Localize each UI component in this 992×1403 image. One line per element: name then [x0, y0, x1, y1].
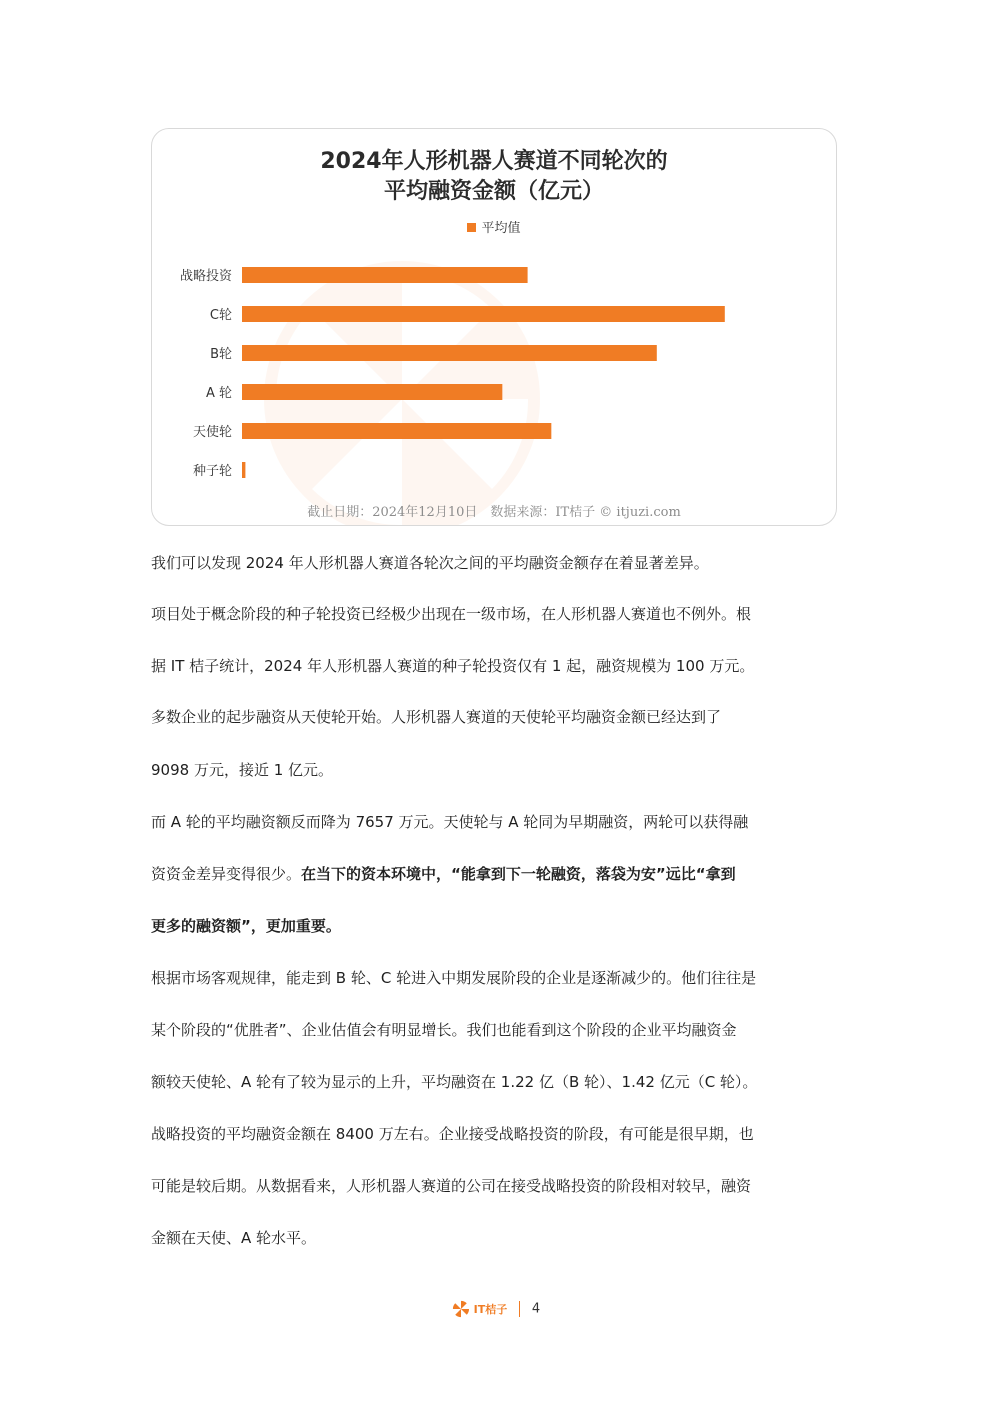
category-label: 天使轮: [192, 425, 232, 440]
bold-emphasis: 更多的融资额”，更加重要。: [151, 917, 341, 935]
bar: [242, 306, 725, 322]
category-label: C轮: [209, 308, 232, 323]
chart-title-line1: 2024年人形机器人赛道不同轮次的: [320, 149, 668, 174]
page-number: 4: [531, 1301, 541, 1317]
paragraph-line: 项目处于概念阶段的种子轮投资已经极少出现在一级市场，在人形机器人赛道也不例外。根: [151, 605, 752, 623]
chart-card: [151, 128, 837, 526]
bar-chart: [152, 249, 837, 489]
category-label: 战略投资: [179, 269, 232, 284]
bar: [242, 423, 551, 439]
chart-title-line2: 平均融资金额（亿元）: [383, 179, 604, 204]
legend-swatch: [467, 223, 476, 232]
footer-brand: IT桔子: [473, 1303, 508, 1316]
chart-source-note: 截止日期：2024年12月10日 数据来源：IT桔子 © itjuzi.com: [307, 505, 681, 520]
paragraph-line: 据 IT 桔子统计，2024 年人形机器人赛道的种子轮投资仅有 1 起，融资规模为 100 万元。: [151, 657, 755, 675]
legend-label: 平均值: [481, 221, 521, 236]
paragraph-line: 金额在天使、A 轮水平。: [151, 1229, 317, 1247]
chart-legend: [152, 217, 836, 236]
paragraph-line: 资资金差异变得很少。在当下的资本环境中，“能拿到下一轮融资，落袋为安”远比“拿到: [151, 865, 736, 883]
category-label: A 轮: [205, 386, 232, 401]
paragraph-line: 而 A 轮的平均融资额反而降为 7657 万元。天使轮与 A 轮同为早期融资，两轮可以获得融: [151, 813, 749, 831]
paragraph-line: 多数企业的起步融资从天使轮开始。人形机器人赛道的天使轮平均融资金额已经达到了: [151, 708, 722, 726]
footer-divider: [519, 1301, 520, 1317]
bar: [242, 462, 245, 478]
bar: [242, 345, 657, 361]
paragraph-line: 某个阶段的“优胜者”、企业估值会有明显增长。我们也能看到这个阶段的企业平均融资金: [151, 1021, 737, 1039]
category-label: 种子轮: [192, 464, 232, 479]
orange-slice-icon: [452, 1300, 470, 1318]
paragraph-line: 我们可以发现 2024 年人形机器人赛道各轮次之间的平均融资金额存在着显著差异。: [151, 554, 709, 572]
paragraph-line: 额较天使轮、A 轮有了较为显示的上升，平均融资在 1.22 亿（B 轮）、1.42 亿元（C 轮）。: [151, 1073, 758, 1091]
paragraph-line: 战略投资的平均融资金额在 8400 万左右。企业接受战略投资的阶段，有可能是很早期，也: [151, 1125, 754, 1143]
bar: [242, 384, 502, 400]
category-label: B轮: [210, 347, 232, 362]
paragraph-line: 9098 万元，接近 1 亿元。: [151, 761, 334, 779]
bar: [242, 267, 528, 283]
bold-emphasis: 在当下的资本环境中，“能拿到下一轮融资，落袋为安”远比“拿到: [301, 865, 736, 883]
paragraph-line: 可能是较后期。从数据看来，人形机器人赛道的公司在接受战略投资的阶段相对较早，融资: [151, 1177, 752, 1195]
page-footer: [0, 1300, 992, 1322]
paragraph-line: 根据市场客观规律，能走到 B 轮、C 轮进入中期发展阶段的企业是逐渐减少的。他们往往是: [151, 969, 757, 987]
paragraph-line: [151, 916, 851, 936]
